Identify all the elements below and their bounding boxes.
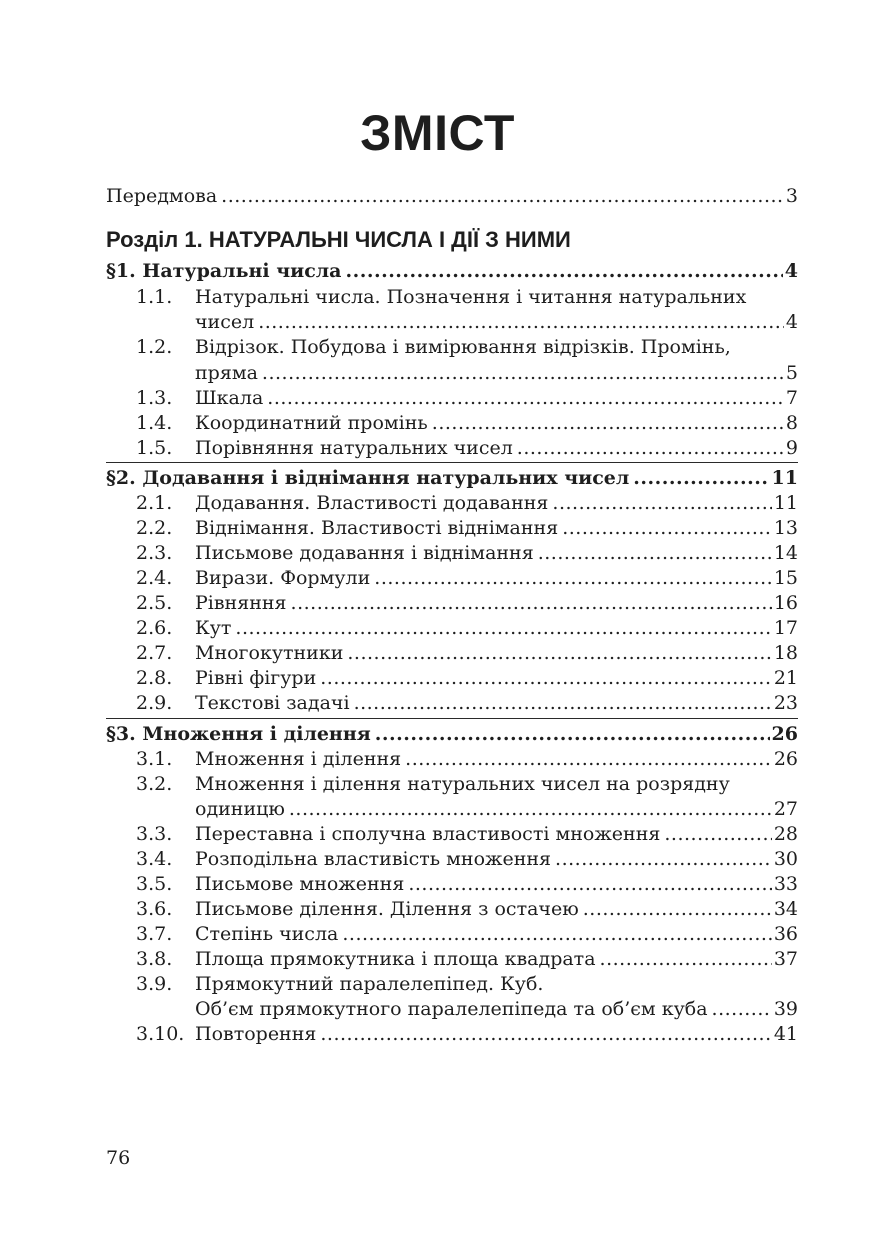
item-title: Координатний промінь: [195, 412, 428, 434]
item-number: 3.7.: [136, 923, 173, 945]
item-number: 3.9.: [136, 973, 173, 995]
dot-leader: [562, 516, 772, 541]
toc-item-1-3[interactable]: [106, 386, 798, 411]
toc-page-number: 5: [785, 362, 798, 384]
toc-item-2-9[interactable]: [106, 691, 798, 716]
dot-leader: [555, 847, 772, 872]
chapter-heading: Розділ 1. НАТУРАЛЬНІ ЧИСЛА І ДІЇ З НИМИ: [106, 227, 571, 252]
toc-page-number: 8: [785, 412, 798, 434]
item-title: Площа прямокутника і площа квадрата: [195, 948, 596, 970]
item-number: 2.1.: [136, 492, 173, 514]
item-title: Повторення: [195, 1023, 317, 1045]
dot-leader: [600, 947, 772, 972]
toc-item-3-10[interactable]: [106, 1022, 798, 1047]
toc-item-2-2[interactable]: [106, 516, 798, 541]
toc-item-2-5[interactable]: [106, 591, 798, 616]
item-number: 1.5.: [136, 437, 173, 459]
toc-page-number: 23: [773, 692, 798, 714]
toc-entry-preface[interactable]: [106, 184, 798, 209]
dot-leader: [552, 491, 771, 516]
toc-page-number: 11: [773, 492, 798, 514]
item-number: 1.3.: [136, 387, 173, 409]
item-number: 3.5.: [136, 873, 173, 895]
toc-item-3-6[interactable]: [106, 897, 798, 922]
toc-page-number: 14: [773, 542, 798, 564]
page-number: 76: [106, 1147, 131, 1169]
item-title: Порівняння натуральних чисел: [195, 437, 513, 459]
item-number: 2.3.: [136, 542, 173, 564]
toc-item-3-3[interactable]: [106, 822, 798, 847]
item-title: Шкала: [195, 387, 264, 409]
toc-item-3-4[interactable]: [106, 847, 798, 872]
item-title: Об’єм прямокутного паралелепіпеда та об’єм куба: [195, 998, 708, 1020]
toc-item-2-4[interactable]: [106, 566, 798, 591]
toc-page-number: 18: [773, 642, 798, 664]
section-title: §1. Натуральні числа: [106, 260, 342, 282]
item-title-line: Множення і ділення натуральних чисел на розрядну: [195, 773, 730, 795]
section-heading-2[interactable]: [106, 466, 798, 491]
item-number: 1.1.: [136, 286, 173, 308]
toc-page-number: 26: [771, 723, 798, 745]
toc-item-2-1[interactable]: [106, 491, 798, 516]
toc-item-3-9-cont[interactable]: [106, 997, 798, 1022]
toc-page-number: 30: [773, 848, 798, 870]
item-title: чисел: [195, 311, 255, 333]
section-divider: [106, 718, 798, 719]
toc-item-3-1[interactable]: [106, 747, 798, 772]
toc-item-3-8[interactable]: [106, 947, 798, 972]
item-title: Кут: [195, 617, 232, 639]
item-title: пряма: [195, 362, 258, 384]
toc-item-3-7[interactable]: [106, 922, 798, 947]
dot-leader: [405, 747, 772, 772]
item-title: одиницю: [195, 798, 285, 820]
toc-page-number: 26: [773, 748, 798, 770]
toc-item-1-5[interactable]: [106, 436, 798, 461]
toc-item-3-9[interactable]: [106, 972, 798, 997]
toc-page-number: 33: [773, 873, 798, 895]
dot-leader: [432, 411, 784, 436]
dot-leader: [664, 822, 771, 847]
page-title: ЗМІСТ: [360, 105, 515, 161]
toc-page-number: 27: [773, 798, 798, 820]
dot-leader: [346, 259, 783, 284]
item-title: Степінь числа: [195, 923, 339, 945]
toc-page-number: 7: [785, 387, 798, 409]
dot-leader: [262, 361, 784, 386]
toc-item-2-3[interactable]: [106, 541, 798, 566]
dot-leader: [374, 566, 772, 591]
item-number: 2.7.: [136, 642, 173, 664]
dot-leader: [354, 691, 772, 716]
dot-leader: [289, 797, 772, 822]
toc-page-number: 28: [773, 823, 798, 845]
dot-leader: [320, 666, 772, 691]
section-heading-3[interactable]: [106, 722, 798, 747]
dot-leader: [267, 386, 784, 411]
toc-item-2-8[interactable]: [106, 666, 798, 691]
toc-page-number: 21: [773, 667, 798, 689]
item-title: Переставна і сполучна властивості множення: [195, 823, 661, 845]
section-title: §2. Додавання і віднімання натуральних чисел: [106, 467, 630, 489]
toc-page-number: 41: [773, 1023, 798, 1045]
toc-page-number: 4: [784, 260, 798, 282]
toc-page-number: 37: [773, 948, 798, 970]
dot-leader: [517, 436, 784, 461]
toc-page-number: 39: [773, 998, 798, 1020]
dot-leader: [342, 922, 771, 947]
item-number: 3.4.: [136, 848, 173, 870]
item-title-line: Натуральні числа. Позначення і читання натуральних: [195, 286, 747, 308]
item-title-line: Відрізок. Побудова і вимірювання відрізків. Промінь,: [195, 336, 731, 358]
dot-leader: [221, 184, 784, 209]
toc-page-number: 13: [773, 517, 798, 539]
item-title: Рівняння: [195, 592, 287, 614]
item-number: 2.2.: [136, 517, 173, 539]
toc-page-number: 17: [773, 617, 798, 639]
toc-page-number: 36: [773, 923, 798, 945]
toc-item-3-2-cont[interactable]: [106, 797, 798, 822]
dot-leader: [538, 541, 772, 566]
toc-item-1-1[interactable]: [106, 285, 798, 310]
dot-leader: [408, 872, 771, 897]
toc-item-2-7[interactable]: [106, 641, 798, 666]
item-number: 2.9.: [136, 692, 173, 714]
item-title: Письмове множення: [195, 873, 405, 895]
item-number: 3.10.: [136, 1023, 185, 1045]
toc-page-number: 34: [773, 898, 798, 920]
toc-item-2-6[interactable]: [106, 616, 798, 641]
dot-leader: [633, 466, 769, 491]
dot-leader: [235, 616, 771, 641]
section-divider: [106, 462, 798, 463]
item-title: Текстові задачі: [195, 692, 350, 714]
item-title: Вирази. Формули: [195, 567, 371, 589]
toc-item-3-5[interactable]: [106, 872, 798, 897]
toc-item-1-2[interactable]: [106, 335, 798, 360]
item-number: 3.8.: [136, 948, 173, 970]
toc-item-3-2[interactable]: [106, 772, 798, 797]
item-title: Множення і ділення: [195, 748, 402, 770]
section-title: §3. Множення і ділення: [106, 723, 371, 745]
item-title: Письмове додавання і віднімання: [195, 542, 534, 564]
toc-page-number: 3: [785, 185, 798, 207]
toc-item-1-4[interactable]: [106, 411, 798, 436]
item-number: 2.6.: [136, 617, 173, 639]
item-number: 2.4.: [136, 567, 173, 589]
item-title: Віднімання. Властивості віднімання: [195, 517, 559, 539]
toc-entry-label: Передмова: [106, 185, 218, 207]
toc-item-1-2-cont[interactable]: [106, 361, 798, 386]
item-number: 3.1.: [136, 748, 173, 770]
dot-leader: [712, 997, 772, 1022]
toc-page-number: 4: [785, 311, 798, 333]
item-title-line: Прямокутний паралелепіпед. Куб.: [195, 973, 544, 995]
item-title: Письмове ділення. Ділення з остачею: [195, 898, 579, 920]
item-number: 3.6.: [136, 898, 173, 920]
toc-page-number: 9: [785, 437, 798, 459]
section-heading-1[interactable]: [106, 259, 798, 284]
dot-leader: [258, 310, 784, 335]
toc-page-number: 15: [773, 567, 798, 589]
item-number: 3.3.: [136, 823, 173, 845]
item-title: Додавання. Властивості додавання: [195, 492, 549, 514]
item-number: 1.4.: [136, 412, 173, 434]
toc-item-1-1-cont[interactable]: [106, 310, 798, 335]
item-title: Розподільна властивість множення: [195, 848, 552, 870]
dot-leader: [375, 722, 770, 747]
item-number: 3.2.: [136, 773, 173, 795]
toc-page-number: 11: [771, 467, 798, 489]
item-number: 1.2.: [136, 336, 173, 358]
item-title: Рівні фігури: [195, 667, 317, 689]
dot-leader: [291, 591, 772, 616]
item-title: Многокутники: [195, 642, 344, 664]
toc-page-number: 16: [773, 592, 798, 614]
dot-leader: [347, 641, 771, 666]
dot-leader: [583, 897, 772, 922]
dot-leader: [320, 1022, 771, 1047]
item-number: 2.5.: [136, 592, 173, 614]
item-number: 2.8.: [136, 667, 173, 689]
